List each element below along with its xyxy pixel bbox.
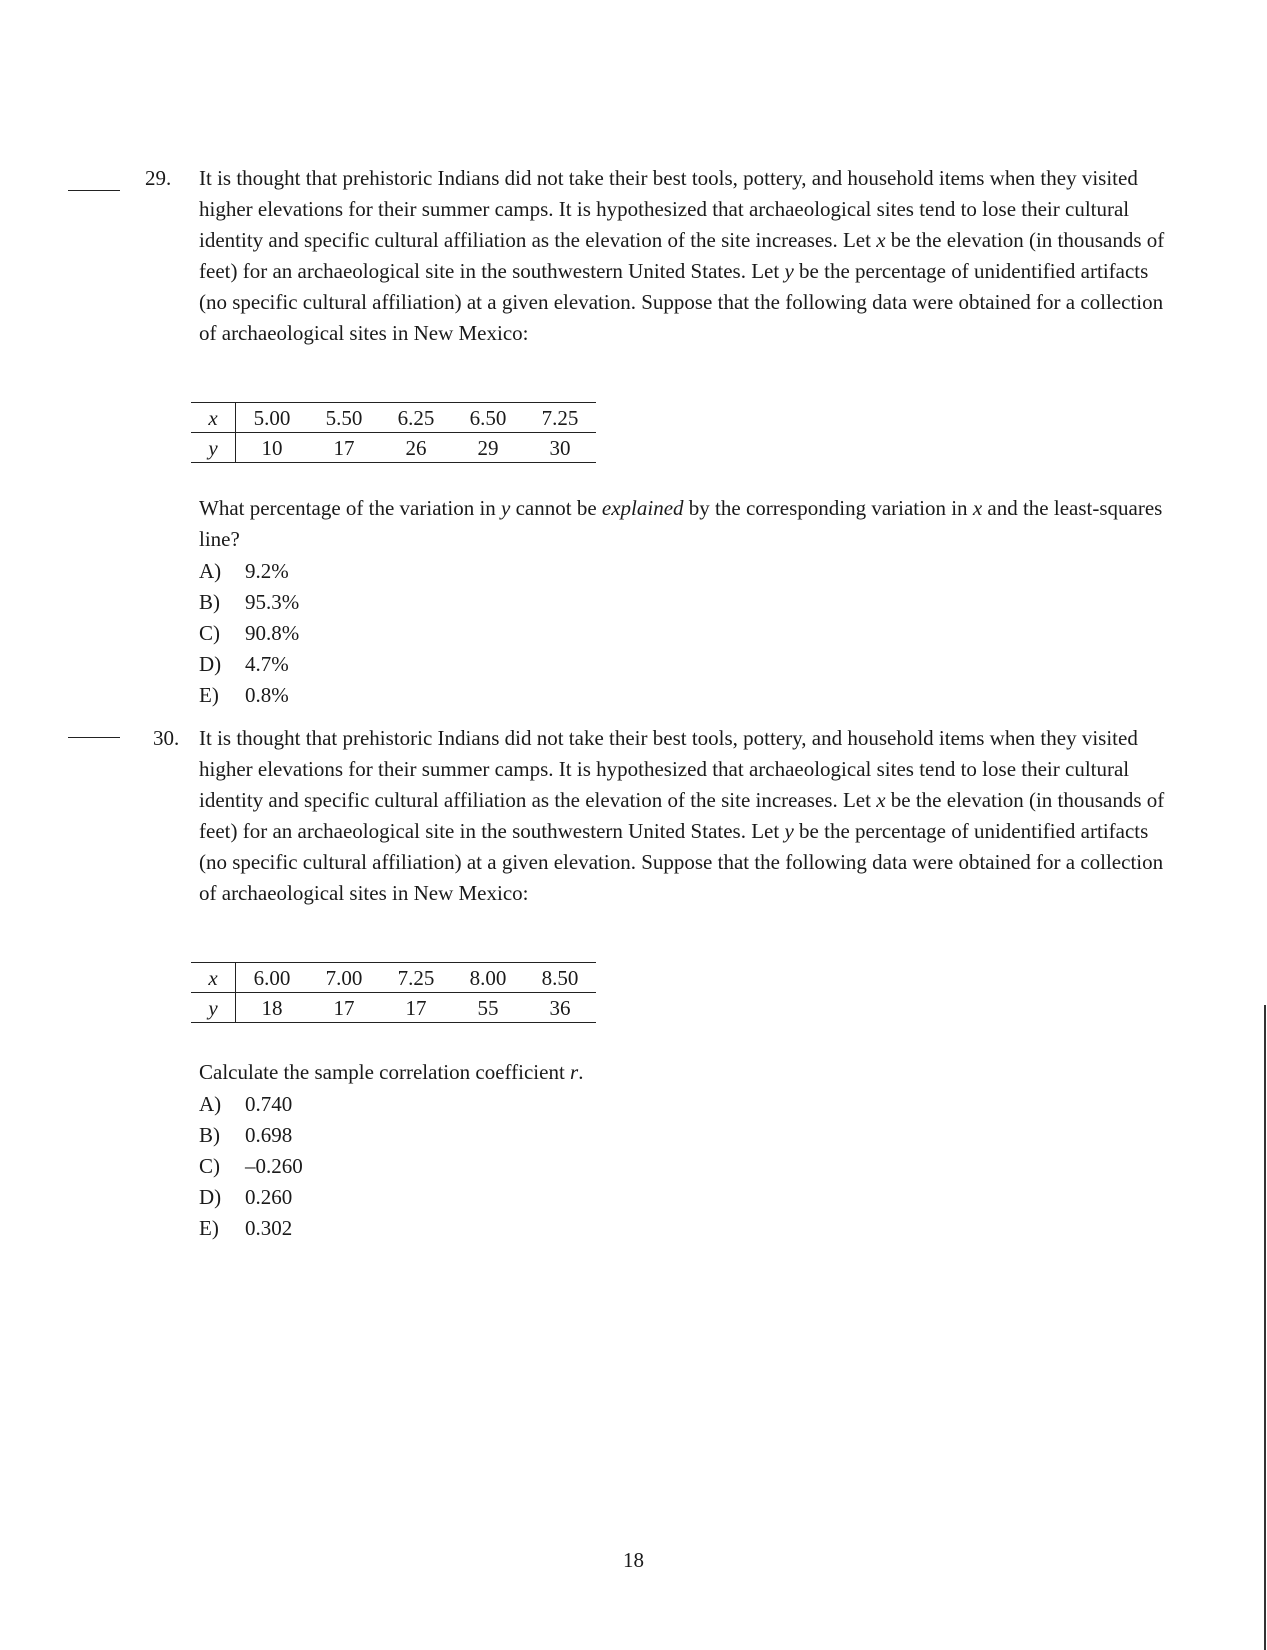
scan-edge-divider xyxy=(1264,1005,1266,1650)
question-29-stem: What percentage of the variation in y cannot be explained by the corresponding variation in x and the least-squares line? xyxy=(199,496,1163,551)
choice-b[interactable]: B) 95.3% xyxy=(199,590,300,614)
choice-c[interactable]: C) 90.8% xyxy=(199,621,300,645)
question-number-30: 30. xyxy=(153,726,180,750)
x-value: 6.00 xyxy=(236,963,309,993)
page-number: 18 xyxy=(623,1548,644,1572)
question-29-choices xyxy=(199,556,299,711)
choice-c[interactable]: C) –0.260 xyxy=(199,1154,303,1178)
choice-a[interactable]: A) 9.2% xyxy=(199,559,289,583)
y-value: 10 xyxy=(236,433,309,463)
x-value: 6.25 xyxy=(380,403,452,433)
choice-a[interactable]: A) 0.740 xyxy=(199,1092,293,1116)
y-value: 30 xyxy=(524,433,596,463)
x-value: 7.25 xyxy=(524,403,596,433)
table-row-x xyxy=(191,403,596,433)
question-30-stem: Calculate the sample correlation coefficient r. xyxy=(199,1060,584,1084)
table-row-y xyxy=(191,433,596,463)
question-29-intro: It is thought that prehistoric Indians did not take their best tools, pottery, and household items when they visited higher elevations for their summer camps. It is hypothesized that archaeological sites tend to lose their cultural identity and specific cultural affiliation as the elevation of the site increases. Let x be the elevation (in thousands of feet) for an archaeological site in the southwestern United States. Let y be the percentage of unidentified artifacts (no specific cultural affiliation) at a given elevation. Suppose that the following data were obtained for a collection of archaeological sites in New Mexico: xyxy=(199,166,1165,345)
data-table-30 xyxy=(191,962,596,1023)
y-value: 29 xyxy=(452,433,524,463)
var-label-x: x xyxy=(191,963,236,993)
question-30-choices xyxy=(199,1089,303,1244)
y-value: 55 xyxy=(452,993,524,1023)
choice-b[interactable]: B) 0.698 xyxy=(199,1123,293,1147)
x-value: 5.00 xyxy=(236,403,309,433)
y-value: 18 xyxy=(236,993,309,1023)
question-number-29: 29. xyxy=(145,166,172,190)
table-row-x xyxy=(191,963,596,993)
var-label-x: x xyxy=(191,403,236,433)
x-value: 7.25 xyxy=(380,963,452,993)
choice-d[interactable]: D) 0.260 xyxy=(199,1185,293,1209)
var-label-y: y xyxy=(191,993,236,1023)
table-row-y xyxy=(191,993,596,1023)
y-value: 17 xyxy=(308,993,380,1023)
x-value: 8.50 xyxy=(524,963,596,993)
choice-e[interactable]: E) 0.302 xyxy=(199,1216,293,1240)
x-value: 5.50 xyxy=(308,403,380,433)
y-value: 17 xyxy=(380,993,452,1023)
x-value: 8.00 xyxy=(452,963,524,993)
y-value: 36 xyxy=(524,993,596,1023)
answer-blank-30[interactable] xyxy=(68,737,120,738)
answer-blank-29[interactable] xyxy=(68,190,120,191)
y-value: 26 xyxy=(380,433,452,463)
question-30-intro: It is thought that prehistoric Indians did not take their best tools, pottery, and household items when they visited higher elevations for their summer camps. It is hypothesized that archaeological sites tend to lose their cultural identity and specific cultural affiliation as the elevation of the site increases. Let x be the elevation (in thousands of feet) for an archaeological site in the southwestern United States. Let y be the percentage of unidentified artifacts (no specific cultural affiliation) at a given elevation. Suppose that the following data were obtained for a collection of archaeological sites in New Mexico: xyxy=(199,726,1165,905)
x-value: 6.50 xyxy=(452,403,524,433)
x-value: 7.00 xyxy=(308,963,380,993)
data-table-29 xyxy=(191,402,596,463)
choice-e[interactable]: E) 0.8% xyxy=(199,683,289,707)
choice-d[interactable]: D) 4.7% xyxy=(199,652,289,676)
var-label-y: y xyxy=(191,433,236,463)
y-value: 17 xyxy=(308,433,380,463)
